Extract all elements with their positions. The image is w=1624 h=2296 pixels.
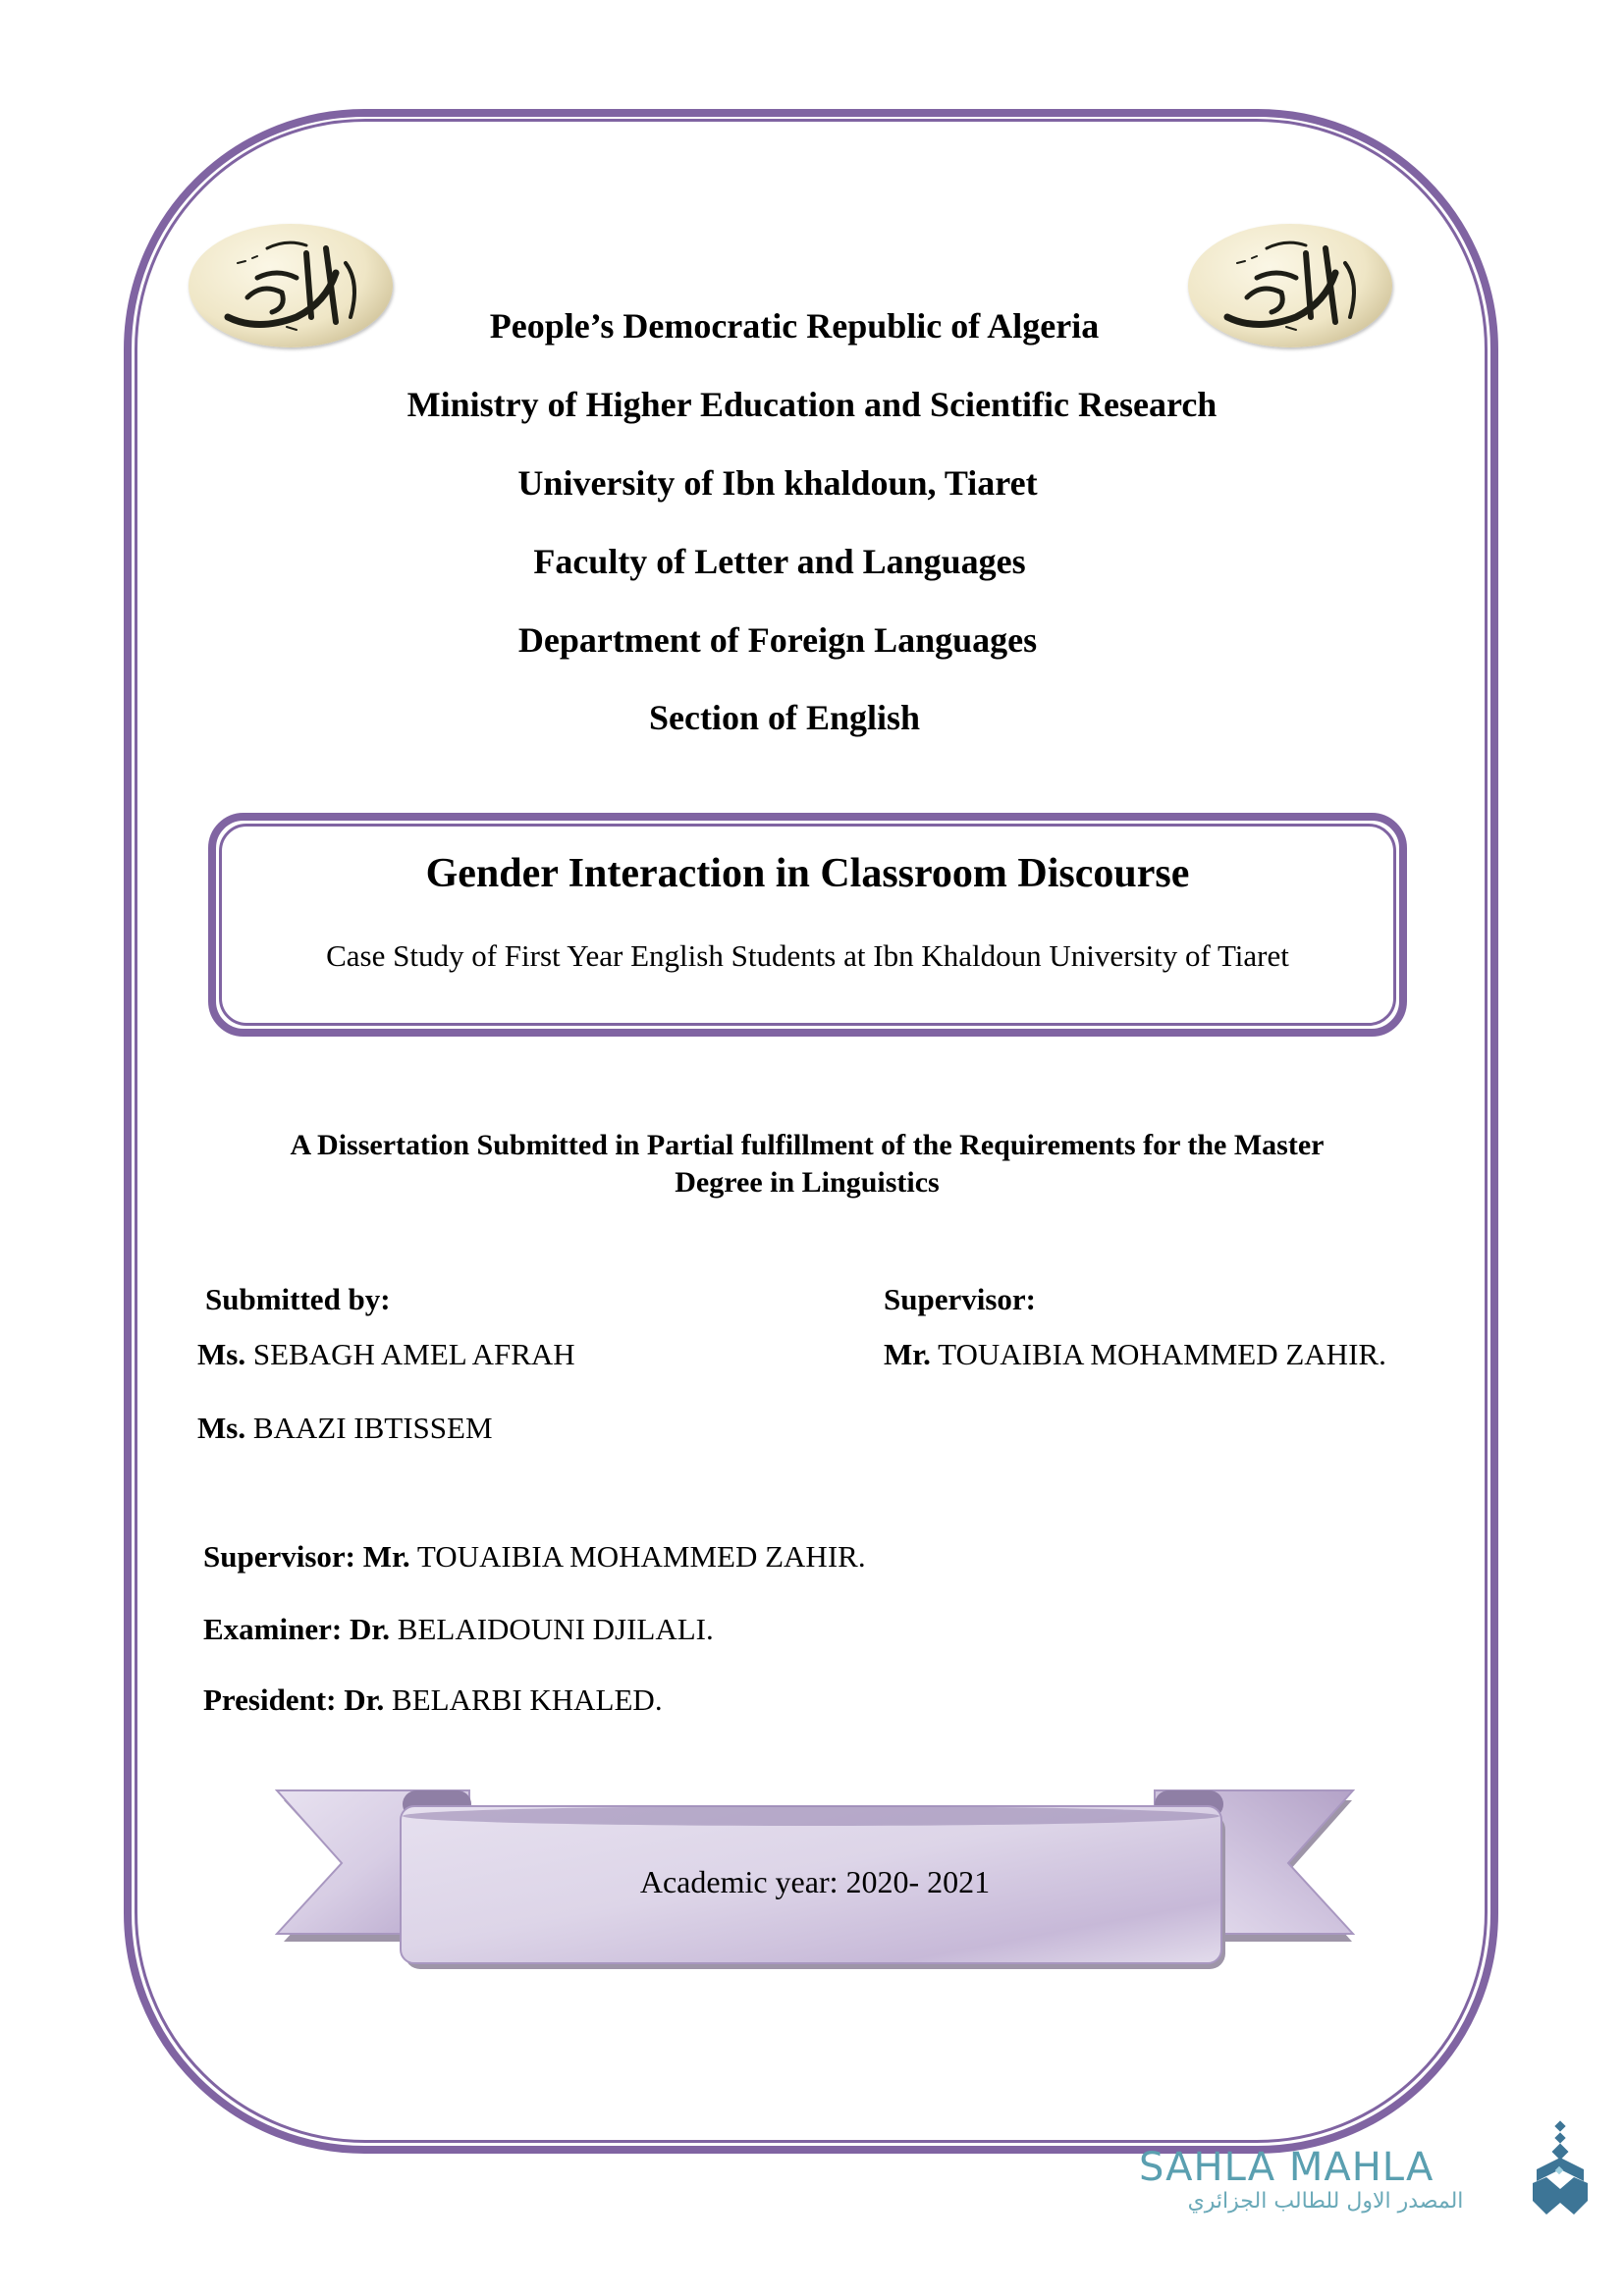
ministry-name: Ministry of Higher Education and Scientific Research (406, 385, 1218, 424)
jury-name: BELARBI KHALED. (392, 1682, 663, 1717)
dissertation-subtitle: Case Study of First Year English Students at Ibn Khaldoun University of Tiaret (326, 938, 1289, 973)
dissertation-statement (196, 1127, 1418, 1201)
watermark-brand: SAHLA MAHLA (1139, 2145, 1435, 2190)
jury-president (203, 1682, 663, 1718)
jury-title: Dr. (349, 1612, 391, 1646)
jury-role: Supervisor: (203, 1539, 355, 1574)
jury-role: Examiner: (203, 1612, 343, 1646)
jury-role: President: (203, 1682, 337, 1717)
submitted-by-label: Submitted by: (205, 1282, 391, 1316)
student-1 (197, 1337, 575, 1372)
dissertation-title: Gender Interaction in Classroom Discourse (425, 851, 1190, 896)
jury-supervisor (203, 1539, 866, 1575)
university-name: University of Ibn khaldoun, Tiaret (517, 463, 1038, 503)
section-name: Section of English (648, 698, 921, 737)
watermark-logo-icon (1527, 2120, 1596, 2218)
supervisor-title: Mr. (884, 1337, 931, 1371)
jury-examiner (203, 1612, 714, 1647)
jury-name: TOUAIBIA MOHAMMED ZAHIR. (416, 1539, 866, 1574)
supervisor-label: Supervisor: (884, 1282, 1036, 1316)
student-1-name: SEBAGH AMEL AFRAH (252, 1337, 575, 1371)
watermark-tagline: المصدر الاول للطالب الجزائري (1187, 2189, 1464, 2214)
supervisor-name: TOUAIBIA MOHAMMED ZAHIR. (938, 1337, 1386, 1371)
student-1-title: Ms. (197, 1337, 246, 1371)
watermark (1139, 2145, 1522, 2216)
student-2-title: Ms. (197, 1411, 246, 1445)
student-2-name: BAAZI IBTISSEM (252, 1411, 493, 1445)
department-name: Department of Foreign Languages (517, 620, 1038, 660)
country-name: People’s Democratic Republic of Algeria (489, 306, 1100, 346)
jury-name: BELAIDOUNI DJILALI. (397, 1612, 714, 1646)
dissertation-statement-line1: A Dissertation Submitted in Partial fulfillment of the Requirements for the Master (290, 1129, 1325, 1161)
student-2 (197, 1411, 493, 1446)
academic-year: Academic year: 2020- 2021 (639, 1864, 991, 1899)
faculty-name: Faculty of Letter and Languages (533, 542, 1026, 581)
dissertation-statement-line2: Degree in Linguistics (675, 1166, 940, 1199)
jury-title: Dr. (344, 1682, 385, 1717)
jury-title: Mr. (362, 1539, 410, 1574)
supervisor-entry (884, 1337, 1386, 1372)
